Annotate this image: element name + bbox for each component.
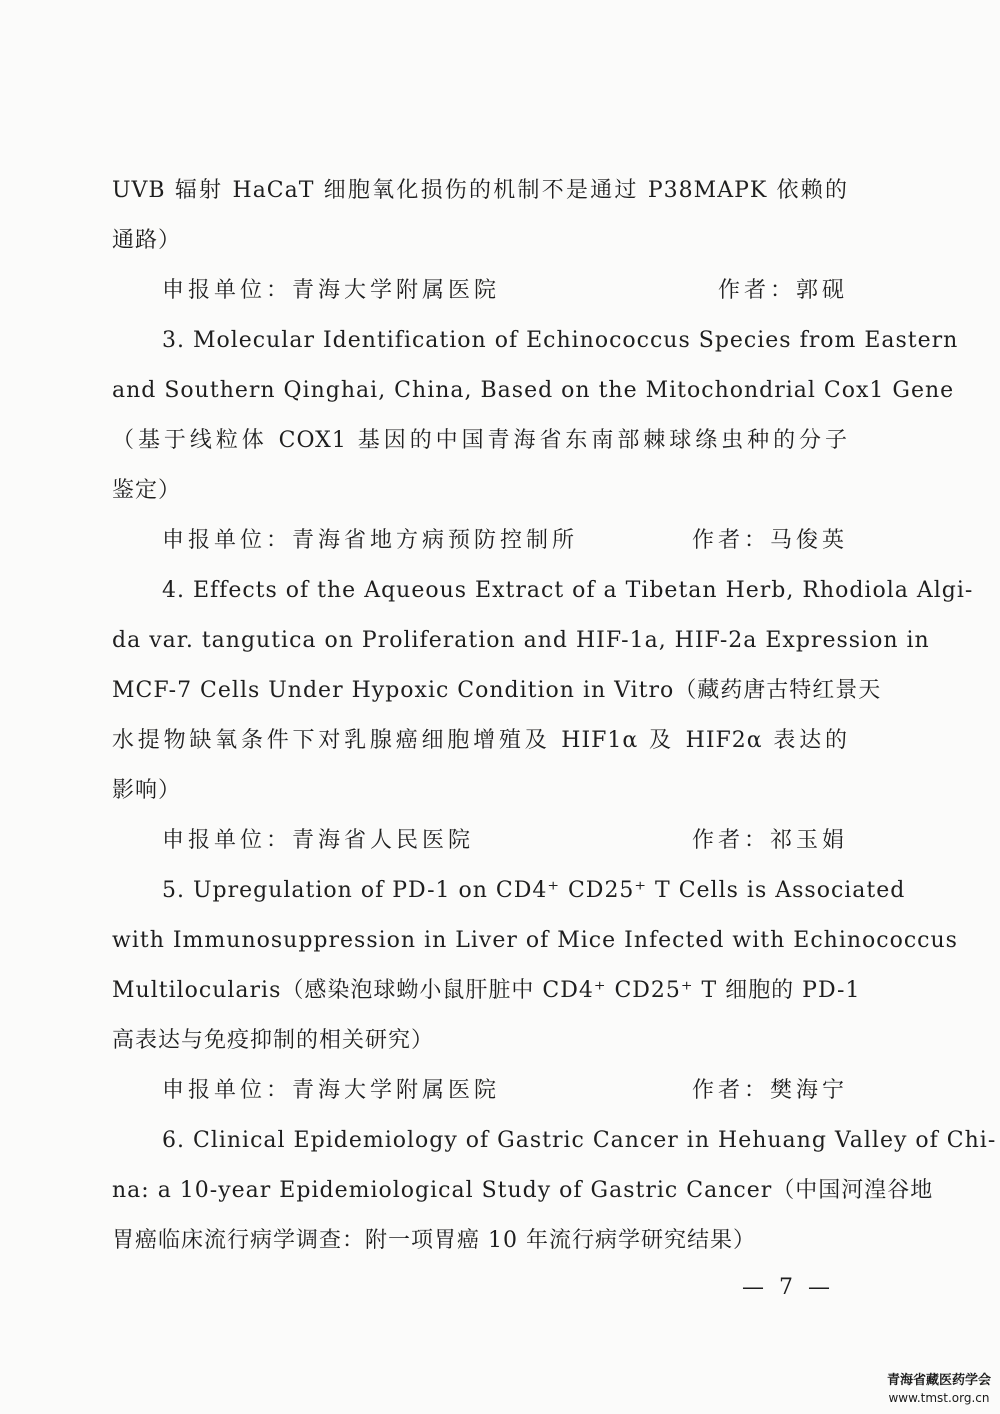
- author: 作者：马俊英: [691, 528, 848, 553]
- text-line: na: a 10-year Epidemiological Study of Gastric Cancer（中国河湟谷地: [112, 1178, 934, 1203]
- text-line: with Immunosuppression in Liver of Mice Infected with Echinococcus: [112, 928, 958, 953]
- author: 作者：祁玉娟: [691, 828, 848, 853]
- text-line: UVB 辐射 HaCaT 细胞氧化损伤的机制不是通过 P38MAPK 依赖的: [112, 178, 848, 203]
- text-line: MCF-7 Cells Under Hypoxic Condition in Vitro（藏药唐古特红景天: [112, 678, 882, 703]
- text-line: （基于线粒体 COX1 基因的中国青海省东南部棘球绦虫种的分子: [112, 428, 848, 453]
- text-line: 6. Clinical Epidemiology of Gastric Cancer in Hehuang Valley of Chi-: [162, 1128, 997, 1153]
- watermark-name: 青海省藏医药学会: [886, 1373, 991, 1388]
- applicant-unit: 申报单位：青海大学附属医院: [162, 1078, 501, 1103]
- text-line: da var. tangutica on Proliferation and HIF-1a, HIF-2a Expression in: [112, 628, 930, 653]
- text-line: 通路）: [112, 228, 182, 253]
- entry-row: [162, 816, 848, 866]
- author: 作者：樊海宁: [691, 1078, 848, 1103]
- page-number: — 7 —: [742, 1275, 834, 1300]
- applicant-unit: 申报单位：青海省地方病预防控制所: [162, 528, 579, 553]
- text-line: 鉴定）: [112, 478, 182, 503]
- entry-row: [162, 516, 848, 566]
- text-line: 影响）: [112, 778, 182, 803]
- author: 作者：郭砚: [717, 278, 848, 303]
- text-line: 高表达与免疫抑制的相关研究）: [112, 1028, 435, 1053]
- text-line: 5. Upregulation of PD-1 on CD4⁺ CD25⁺ T Cells is Associated: [162, 878, 906, 903]
- watermark-url: www.tmst.org.cn: [888, 1391, 990, 1405]
- text-line: 胃癌临床流行病学调查：附一项胃癌 10 年流行病学研究结果）: [112, 1228, 756, 1253]
- text-line: 3. Molecular Identification of Echinococcus Species from Eastern: [162, 328, 959, 353]
- text-line: Multilocularis（感染泡球蚴小鼠肝脏中 CD4⁺ CD25⁺ T 细胞的 PD-1: [112, 978, 861, 1003]
- applicant-unit: 申报单位：青海省人民医院: [162, 828, 475, 853]
- watermark: [880, 1372, 998, 1406]
- applicant-unit: 申报单位：青海大学附属医院: [162, 278, 501, 303]
- text-line: 4. Effects of the Aqueous Extract of a Tibetan Herb, Rhodiola Algi-: [162, 578, 974, 603]
- entry-row: [162, 1066, 848, 1116]
- entry-row: [162, 266, 848, 316]
- text-line: and Southern Qinghai, China, Based on the Mitochondrial Cox1 Gene: [112, 378, 955, 403]
- text-line: 水提物缺氧条件下对乳腺癌细胞增殖及 HIF1α 及 HIF2α 表达的: [112, 728, 848, 753]
